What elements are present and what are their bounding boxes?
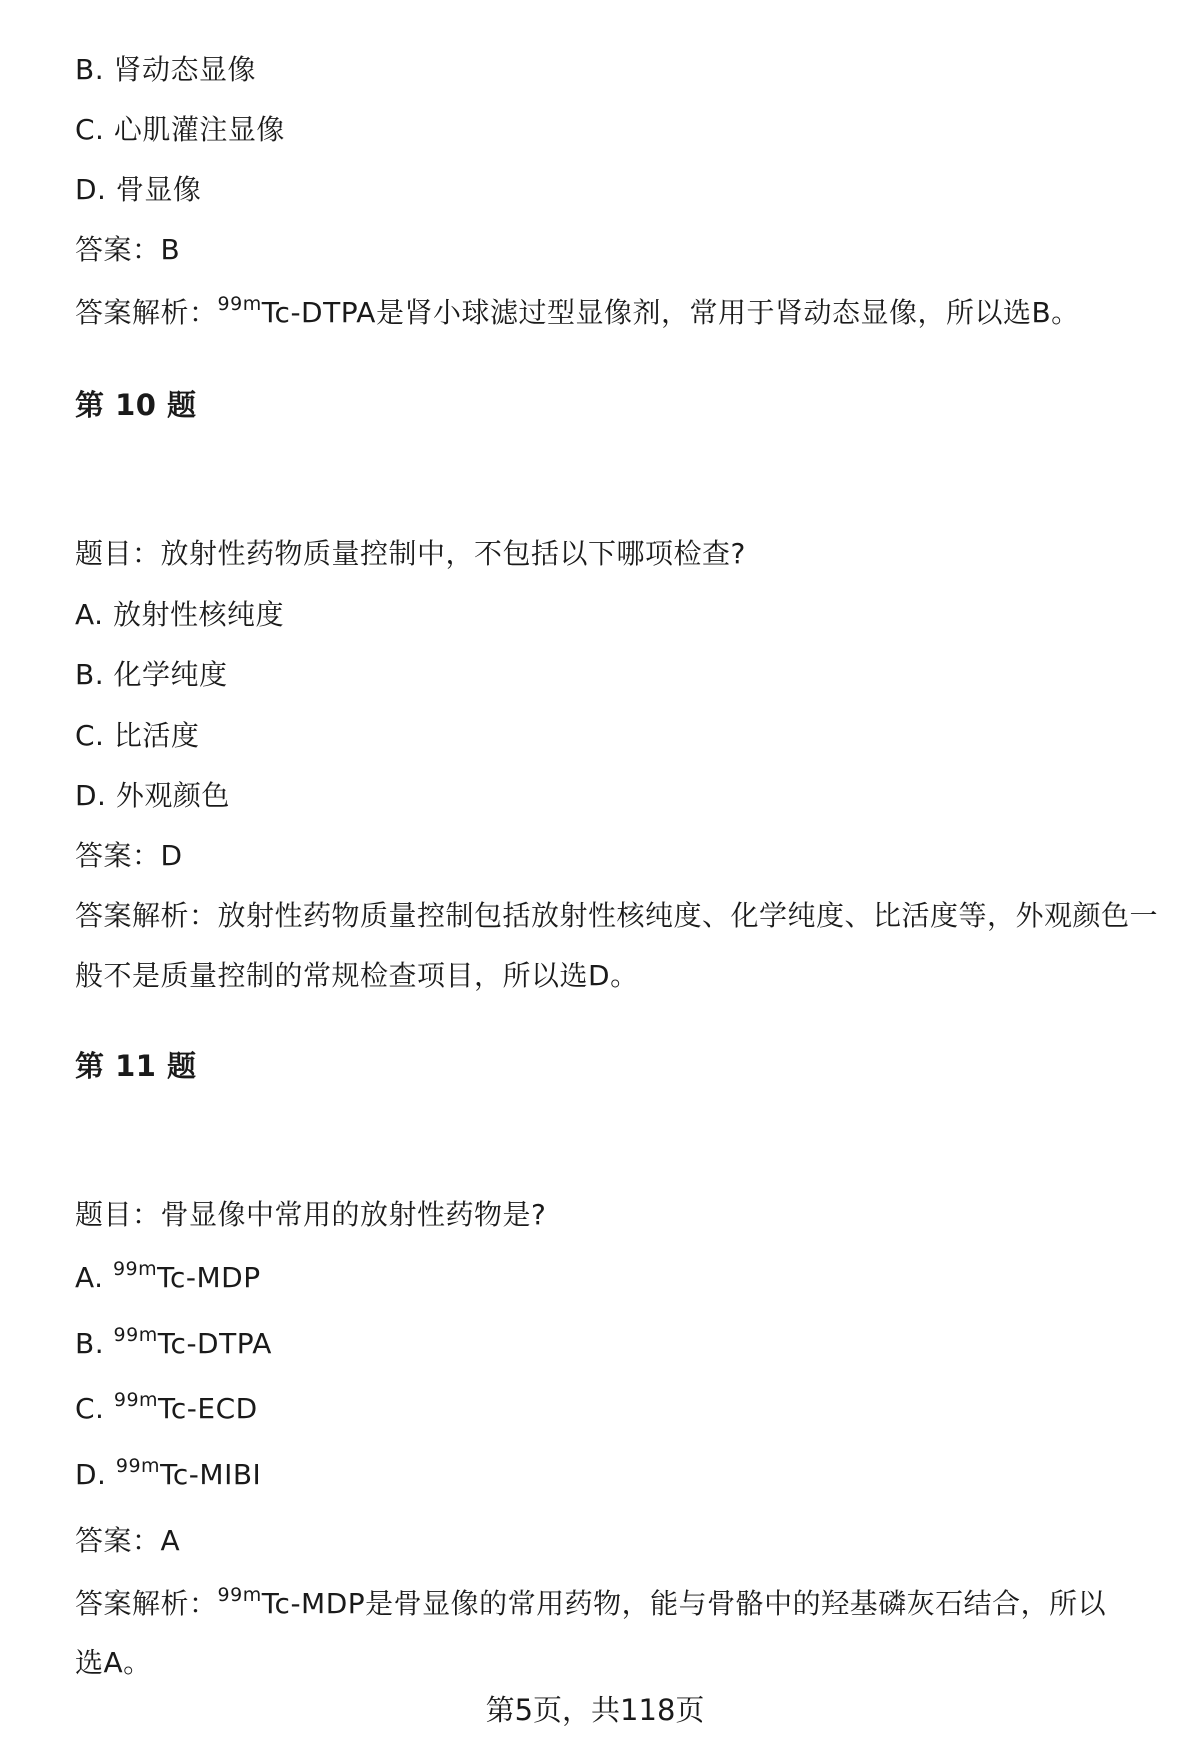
q10-question: 题目：放射性药物质量控制中，不包括以下哪项检查? — [75, 537, 746, 570]
q10-option-b: B. 化学纯度 — [75, 658, 228, 691]
q9-analysis-text: Tc-DTPA是肾小球滤过型显像剂，常用于肾动态显像，所以选B。 — [261, 296, 1080, 329]
q11-analysis-superscript: 99m — [217, 1584, 262, 1606]
q11-analysis-text: Tc-MDP是骨显像的常用药物，能与骨骼中的羟基磷灰石结合，所以 — [261, 1587, 1107, 1620]
q11-option-d-superscript: 99m — [115, 1455, 161, 1477]
q11-option-d-text: Tc-MIBI — [160, 1458, 262, 1491]
q11-option-c-text: Tc-ECD — [158, 1392, 258, 1425]
q10-answer: 答案：D — [75, 839, 183, 872]
page-indicator: 第5页，共118页 — [485, 1693, 705, 1727]
q11-option-b — [75, 1324, 272, 1367]
q10-option-c: C. 比活度 — [75, 719, 200, 752]
q11-option-b-text: Tc-DTPA — [157, 1327, 272, 1360]
q11-analysis-line2: 选A。 — [75, 1646, 152, 1679]
q9-answer: 答案：B — [75, 233, 181, 266]
q11-option-b-superscript: 99m — [113, 1324, 158, 1346]
q9-option-b: B. 肾动态显像 — [75, 53, 257, 86]
q11-option-a — [75, 1258, 261, 1301]
q10-heading: 第 10 题 — [75, 388, 197, 422]
q9-analysis-prefix: 答案解析： — [75, 296, 218, 329]
q11-answer: 答案：A — [75, 1524, 181, 1557]
q11-heading: 第 11 题 — [75, 1049, 197, 1083]
q11-analysis-line1 — [75, 1584, 1106, 1627]
q9-option-c: C. 心肌灌注显像 — [75, 113, 285, 146]
q11-option-a-superscript: 99m — [112, 1258, 158, 1280]
q11-option-c-prefix: C. — [75, 1392, 114, 1425]
q9-analysis — [75, 293, 1080, 336]
q11-option-d-prefix: D. — [75, 1458, 116, 1491]
q11-option-d — [75, 1455, 261, 1498]
q11-option-c-superscript: 99m — [113, 1389, 159, 1411]
q9-option-d: D. 骨显像 — [75, 173, 202, 206]
q11-option-c — [75, 1389, 258, 1432]
q11-analysis-prefix: 答案解析： — [75, 1587, 218, 1620]
q11-option-a-text: Tc-MDP — [157, 1261, 261, 1294]
q11-option-b-prefix: B. — [75, 1327, 114, 1360]
q11-option-a-prefix: A. — [75, 1261, 113, 1294]
q10-option-a: A. 放射性核纯度 — [75, 598, 284, 631]
q9-analysis-superscript: 99m — [217, 293, 262, 315]
q10-option-d: D. 外观颜色 — [75, 779, 230, 812]
q10-analysis: 答案解析：放射性药物质量控制包括放射性核纯度、化学纯度、比活度等，外观颜色一般不是质量控制的常规检查项目，所以选D。 — [75, 899, 1159, 992]
q11-question: 题目：骨显像中常用的放射性药物是? — [75, 1198, 547, 1231]
